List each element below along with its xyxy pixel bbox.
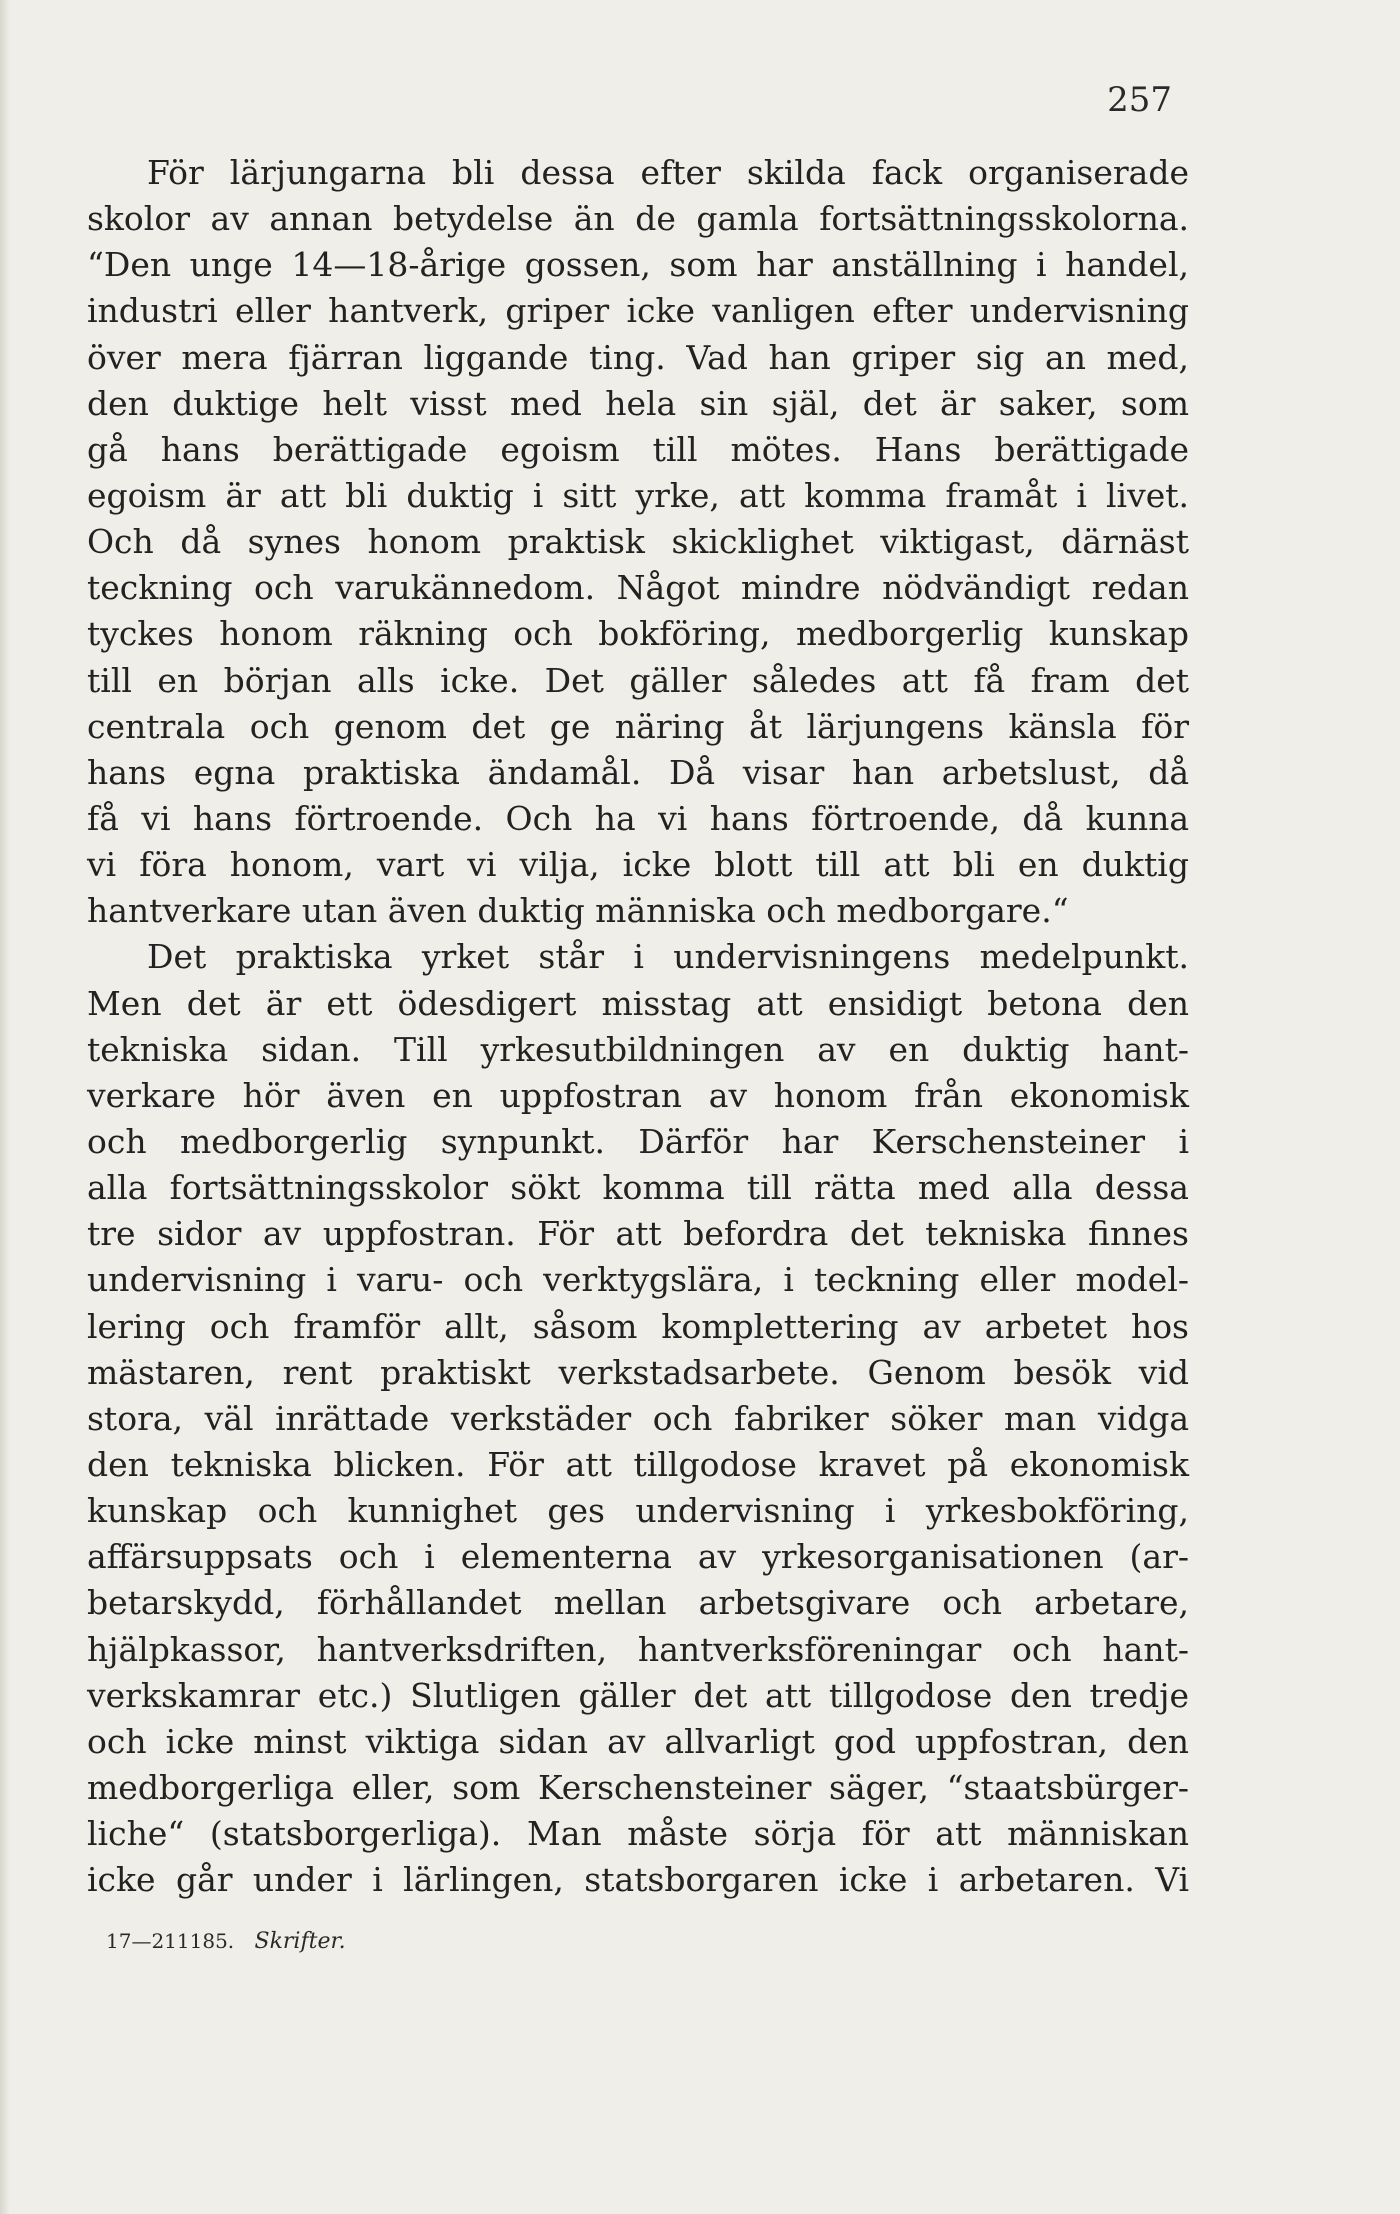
printer-signature: 17—211185. bbox=[106, 1929, 235, 1953]
text-line: gå hans berättigade egoism till mötes. Hans berättigade bbox=[87, 429, 1189, 469]
text-line: den duktige helt visst med hela sin själ, det är saker, som bbox=[87, 383, 1189, 423]
text-line: få vi hans förtroende. Och ha vi hans förtroende, då kunna bbox=[87, 798, 1189, 838]
text-line: hjälpkassor, hantverksdriften, hantverksföreningar och hant- bbox=[87, 1629, 1189, 1669]
text-line: medborgerliga eller, som Kerschensteiner säger, “staatsbürger- bbox=[87, 1767, 1189, 1807]
text-line: och icke minst viktiga sidan av allvarligt god uppfostran, den bbox=[87, 1721, 1189, 1761]
page-spine-shadow bbox=[0, 0, 10, 2214]
text-line: hans egna praktiska ändamål. Då visar han arbetslust, då bbox=[87, 752, 1189, 792]
text-line: industri eller hantverk, griper icke vanligen efter undervisning bbox=[87, 291, 1189, 331]
text-line: verkare hör även en uppfostran av honom från ekonomisk bbox=[87, 1075, 1189, 1115]
text-line: affärsuppsats och i elementerna av yrkesorganisationen (ar- bbox=[87, 1537, 1189, 1577]
page-number: 257 bbox=[1107, 80, 1172, 120]
text-line: mästaren, rent praktiskt verkstadsarbete. Genom besök vid bbox=[87, 1352, 1189, 1392]
text-line: skolor av annan betydelse än de gamla fortsättningsskolorna. bbox=[87, 199, 1189, 239]
text-line: till en början alls icke. Det gäller således att få fram det bbox=[87, 660, 1189, 700]
text-line: hantverkare utan även duktig människa och medborgare.“ bbox=[87, 891, 1069, 931]
text-line: den tekniska blicken. För att tillgodose kravet på ekonomisk bbox=[87, 1444, 1189, 1484]
text-line: “Den unge 14—18-årige gossen, som har anställning i handel, bbox=[87, 245, 1189, 285]
text-line: undervisning i varu- och verktygslära, i teckning eller model- bbox=[87, 1260, 1189, 1300]
footer-title: Skrifter. bbox=[254, 1929, 346, 1954]
text-line: Men det är ett ödesdigert misstag att ensidigt betona den bbox=[87, 983, 1189, 1023]
text-line: Det praktiska yrket står i undervisningens medelpunkt. bbox=[147, 937, 1189, 977]
text-line: vi föra honom, vart vi vilja, icke blott till att bli en duktig bbox=[87, 845, 1189, 885]
text-line: lering och framför allt, såsom komplettering av arbetet hos bbox=[87, 1306, 1189, 1346]
text-line: och medborgerlig synpunkt. Därför har Kerschensteiner i bbox=[87, 1121, 1189, 1161]
text-line: liche“ (statsborgerliga). Man måste sörja för att människan bbox=[87, 1814, 1189, 1854]
text-line: alla fortsättningsskolor sökt komma till rätta med alla dessa bbox=[87, 1168, 1189, 1208]
text-line: tyckes honom räkning och bokföring, medborgerlig kunskap bbox=[87, 614, 1189, 654]
text-line: Och då synes honom praktisk skicklighet viktigast, därnäst bbox=[87, 522, 1189, 562]
text-line: teckning och varukännedom. Något mindre nödvändigt redan bbox=[87, 568, 1189, 608]
page-footer bbox=[106, 1929, 346, 1954]
text-line: icke går under i lärlingen, statsborgaren icke i arbetaren. Vi bbox=[87, 1860, 1189, 1900]
body-text bbox=[87, 150, 1189, 1903]
text-line: egoism är att bli duktig i sitt yrke, att komma framåt i livet. bbox=[87, 475, 1189, 515]
text-line: centrala och genom det ge näring åt lärjungens känsla för bbox=[87, 706, 1189, 746]
text-line: tekniska sidan. Till yrkesutbildningen av en duktig hant- bbox=[87, 1029, 1189, 1069]
text-line: stora, väl inrättade verkstäder och fabriker söker man vidga bbox=[87, 1398, 1189, 1438]
text-line: För lärjungarna bli dessa efter skilda fack organiserade bbox=[147, 153, 1189, 192]
text-line: betarskydd, förhållandet mellan arbetsgivare och arbetare, bbox=[87, 1583, 1189, 1623]
text-line: verkskamrar etc.) Slutligen gäller det att tillgodose den tredje bbox=[87, 1675, 1189, 1715]
text-line: tre sidor av uppfostran. För att befordra det tekniska finnes bbox=[87, 1214, 1189, 1254]
text-line: över mera fjärran liggande ting. Vad han griper sig an med, bbox=[87, 337, 1189, 377]
text-line: kunskap och kunnighet ges undervisning i yrkesbokföring, bbox=[87, 1491, 1189, 1531]
